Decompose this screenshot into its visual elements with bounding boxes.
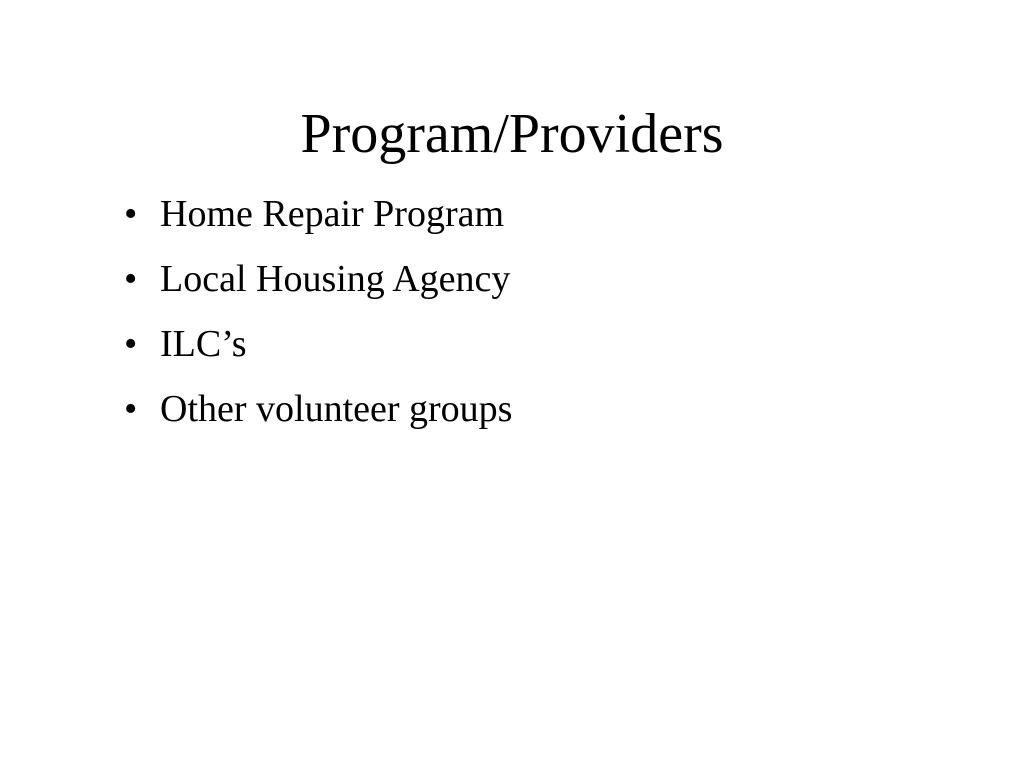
bullet-icon: • (124, 258, 138, 300)
bullet-text: Other volunteer groups (160, 388, 513, 430)
list-item (124, 385, 512, 433)
bullet-icon: • (124, 323, 138, 365)
list-item (124, 320, 512, 368)
bullet-text: Local Housing Agency (160, 258, 511, 300)
slide-title: Program/Providers (300, 103, 724, 165)
bullet-icon: • (124, 193, 138, 235)
bullet-text: ILC’s (160, 323, 247, 365)
bullet-icon: • (124, 388, 138, 430)
bullet-text: Home Repair Program (160, 193, 505, 235)
list-item (124, 190, 512, 238)
bullet-list (124, 190, 512, 450)
list-item (124, 255, 512, 303)
